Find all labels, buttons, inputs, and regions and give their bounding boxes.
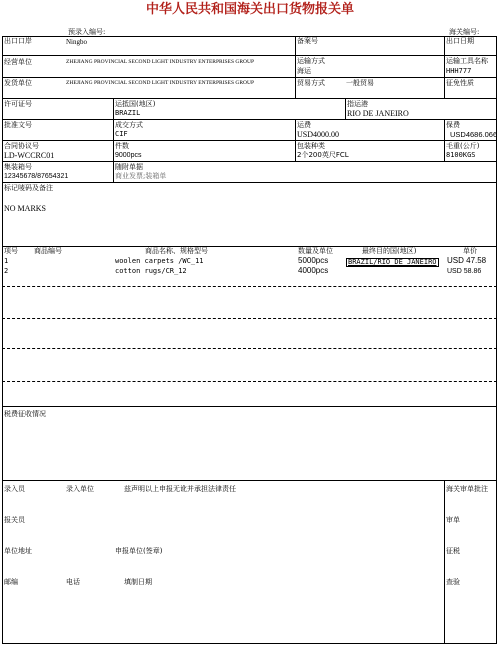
dest-port-value: RIO DE JANEIRO	[347, 109, 409, 118]
container-value: 12345678/87654321	[4, 173, 69, 180]
goods-item-price: USD 47.58	[447, 256, 487, 265]
license-label: 许可证号	[4, 100, 32, 108]
goods-item-qty: 5000pcs	[298, 256, 329, 265]
page-title: 中华人民共和国海关出口货物报关单	[145, 2, 354, 17]
operator-label: 经营单位	[4, 58, 32, 66]
dest-country-label: 运抵国(地区)	[115, 100, 156, 108]
declarant-label: 报关员	[4, 516, 25, 524]
transport-mode-value: 海运	[297, 67, 311, 75]
export-port-value: Ningbo	[66, 38, 87, 46]
goods-col-code: 商品编号	[34, 247, 62, 255]
goods-col-name: 商品名称、规格型号	[145, 247, 208, 255]
address-label: 单位地址	[4, 547, 32, 555]
trade-mode-value: 一般贸易	[346, 79, 374, 87]
conveyance-label: 运输工具名称	[446, 57, 488, 65]
export-date-label: 出口日期	[446, 37, 474, 45]
pre-entry-label: 预录入编号:	[68, 28, 106, 36]
goods-item-price: USD 58.86	[447, 268, 482, 275]
gross-weight-value: 8100KGS	[446, 151, 476, 159]
goods-col-no: 项号	[4, 247, 18, 255]
goods-item-name: cotton rugs/CR_12	[115, 267, 187, 275]
trade-mode-label: 贸易方式	[297, 79, 325, 87]
goods-col-qty: 数量及单位	[298, 247, 333, 255]
conveyance-value: HHH777	[446, 67, 472, 75]
pieces-label: 件数	[115, 142, 129, 150]
levy-tax-label: 征税	[446, 547, 460, 555]
freight-value: USD4000.00	[297, 130, 340, 139]
marks-label: 标记唛码及备注	[4, 184, 53, 192]
customs-no-label: 海关编号:	[449, 28, 480, 36]
deal-value: CIF	[115, 130, 128, 138]
gross-weight-label: 毛重(公斤)	[446, 142, 480, 150]
goods-item-qty: 4000pcs	[298, 266, 329, 275]
shipper-value: ZHEJIANG PROVINCIAL SECOND LIGHT INDUSTRY ENTERPRISES GROUP	[66, 80, 255, 86]
goods-item-no: 2	[4, 267, 9, 275]
entry-person-label: 录入员	[4, 485, 25, 493]
filing-no-label: 备案号	[297, 37, 318, 45]
dest-port-label: 指运港	[347, 100, 368, 108]
declaration-statement: 兹声明以上申报无讹并承担法律责任	[124, 485, 236, 493]
insurance-value: USD4686.066	[450, 130, 498, 139]
packing-value: 2个200英尺FCL	[297, 151, 349, 159]
approval-label: 批准文号	[4, 121, 32, 129]
levy-label: 征免性质	[446, 79, 474, 87]
container-label: 集装箱号	[4, 163, 32, 171]
goods-item-no: 1	[4, 257, 9, 265]
docs-value: 商业发票;装箱单	[115, 172, 167, 180]
phone-label: 电话	[66, 578, 80, 586]
contract-value: LD-WCCRC01	[4, 151, 55, 160]
contract-label: 合同协议号	[4, 142, 39, 150]
packing-label: 包装种类	[297, 142, 325, 150]
deal-label: 成交方式	[115, 121, 143, 129]
declaration-form	[2, 36, 497, 644]
postcode-label: 邮编	[4, 578, 18, 586]
goods-item-country: BRAZIL/RIO DE JANEIRO	[348, 258, 437, 266]
dest-country-value: BRAZIL	[115, 109, 141, 117]
goods-col-country: 最终目的国(地区)	[362, 247, 417, 255]
declaring-unit-label: 申报单位(签章)	[115, 547, 163, 555]
shipper-label: 发货单位	[4, 79, 32, 87]
operator-value: ZHEJIANG PROVINCIAL SECOND LIGHT INDUSTRY ENTERPRISES GROUP	[66, 59, 255, 65]
entry-unit-label: 录入单位	[66, 485, 94, 493]
inspect-label: 查验	[446, 578, 460, 586]
fill-date-label: 填制日期	[124, 578, 152, 586]
audit-label: 审单	[446, 516, 460, 524]
pieces-value: 9000pcs	[115, 152, 142, 159]
freight-label: 运费	[297, 121, 311, 129]
goods-col-price: 单价	[463, 247, 477, 255]
goods-item-name: woolen carpets /WC_11	[115, 257, 204, 265]
docs-label: 随附单据	[115, 163, 143, 171]
insurance-label: 保费	[446, 121, 460, 129]
customs-review-label: 海关审单批注	[446, 485, 488, 493]
export-port-label: 出口口岸	[4, 37, 32, 45]
transport-mode-label: 运输方式	[297, 57, 325, 65]
tax-label: 税费征收情况	[4, 410, 46, 418]
marks-value: NO MARKS	[4, 204, 47, 213]
